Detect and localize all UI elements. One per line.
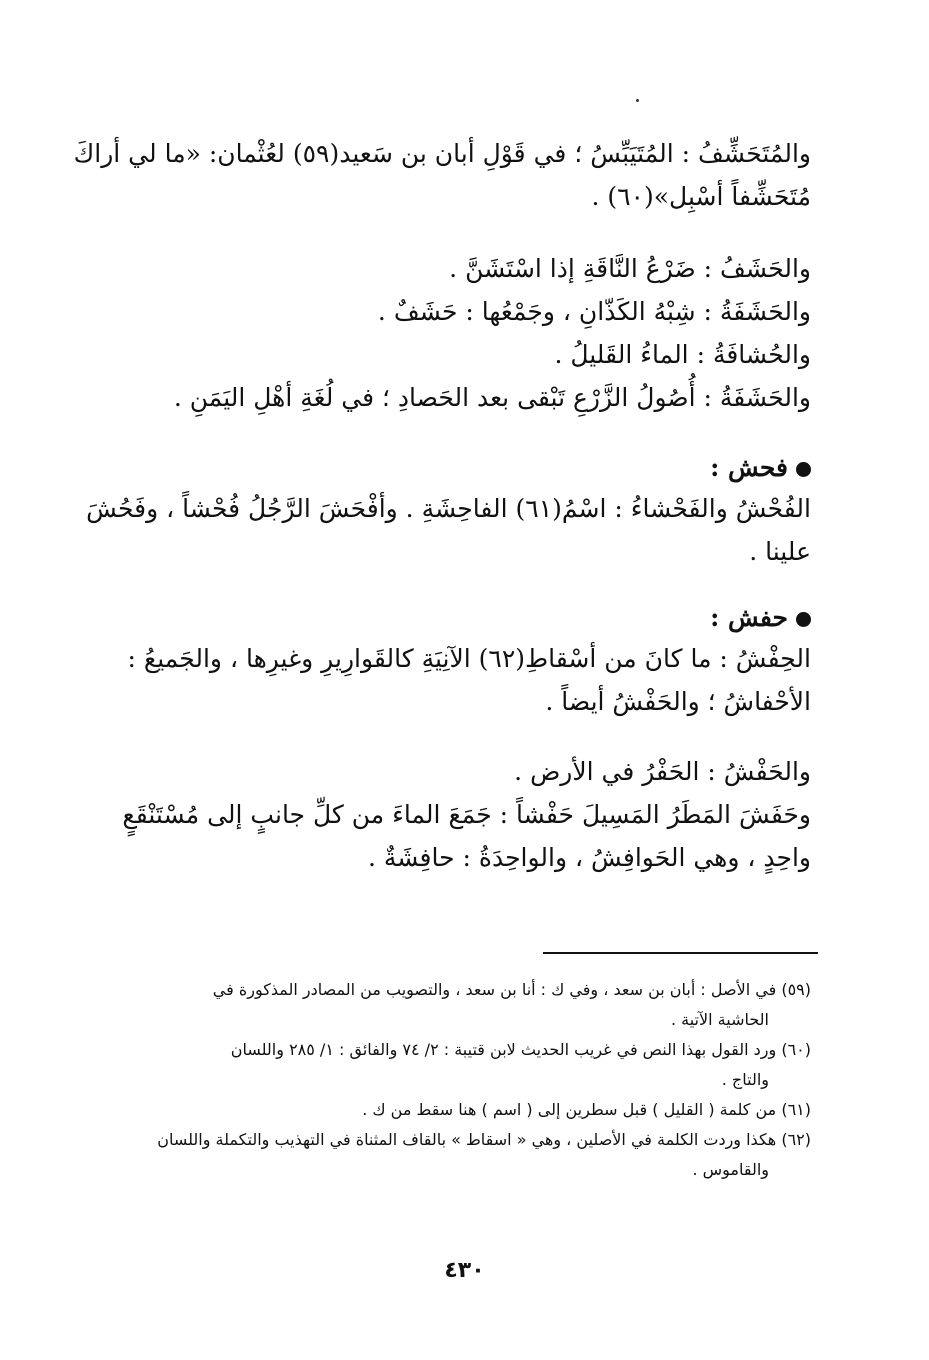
footnote-text: (٥٩) في الأصل : أبان بن سعد ، وفي ك : أنا بن سعد ، والتصويب من المصادر المذكورة في: [212, 980, 811, 999]
text-line: الحِفْشُ : ما كانَ من أسْقاطِ(٦٢) الآنِيَةِ كالقَوارِيرِ وغيرِها ، والجَميعُ :: [127, 644, 811, 673]
footnote-text: (٦٢) هكذا وردت الكلمة في الأصلين ، وهي « اسقاط » بالقاف المثناة في التهذيب والتكملة واللسان: [157, 1130, 811, 1149]
heading-text: فحش :: [710, 453, 788, 482]
speck-mark: [636, 99, 639, 102]
text-line: واحِدٍ ، وهي الحَوافِشُ ، والواحِدَةُ : حافِشَةٌ .: [367, 843, 811, 872]
text-line: علينا .: [749, 537, 811, 566]
footnote-text: والتاج .: [721, 1070, 769, 1089]
text-line: والحَفْشُ : الحَفْرُ في الأرض .: [514, 757, 811, 786]
text-line: والحَشَفَةُ : شِبْهُ الكَذّانِ ، وجَمْعُها : حَشَفٌ .: [377, 297, 811, 326]
footnote-text: (٦١) من كلمة ( القليل ) قبل سطرين إلى ( اسم ) هنا سقط من ك .: [362, 1100, 811, 1119]
footnote-60: [91, 1035, 811, 1095]
footnote-59: [91, 975, 811, 1035]
bullet-icon: [796, 462, 811, 477]
footnotes: [91, 975, 811, 1185]
footnote-text: الحاشية الآتية .: [670, 1010, 769, 1029]
section-body-fahsh: [86, 487, 811, 573]
entry-mutahashshif: [73, 132, 811, 218]
section-body-hafsh: [111, 637, 811, 723]
footnote-61: [91, 1095, 811, 1125]
page-number: ٤٣٠: [444, 1258, 485, 1283]
footnote-text: (٦٠) ورد القول بهذا النص في غريب الحديث لابن قتيبة : ٢/ ٧٤ والفائق : ١/ ٢٨٥ واللسان: [230, 1040, 811, 1059]
text-line: والمُتَحَشِّفُ : المُتَيَبِّسُ ؛ في قَوْلِ أبان بن سَعيد(٥٩) لعُثْمان: «ما لي أراكَ: [73, 139, 811, 168]
text-line: الأحْفاشُ ؛ والحَفْشُ أيضاً .: [545, 687, 811, 716]
text-line: الفُحْشُ والفَحْشاءُ : اسْمُ(٦١) الفاحِشَةِ . وأفْحَشَ الرَّجُلُ فُحْشاً ، وفَحُشَ: [86, 494, 811, 523]
text-line: وحَفَشَ المَطَرُ المَسِيلَ حَفْشاً : جَمَعَ الماءَ من كلِّ جانبٍ إلى مُسْتَنْقَعٍ: [122, 800, 811, 829]
bullet-icon: [796, 612, 811, 627]
text-line: والحَشَفَةُ : أُصُولُ الزَّرْعِ تَبْقى بعد الحَصادِ ؛ في لُغَةِ أهْلِ اليَمَنِ .: [173, 383, 811, 412]
heading-text: حفش :: [710, 603, 788, 632]
text-line: والحُشافَةُ : الماءُ القَليلُ .: [554, 340, 811, 369]
text-line: مُتَحَشِّفاً أسْبِل»(٦٠) .: [591, 182, 811, 211]
footnote-text: والقاموس .: [692, 1160, 769, 1179]
section-body-hafsh-2: [111, 750, 811, 879]
footnote-62: [91, 1125, 811, 1185]
footnote-divider: [543, 952, 818, 954]
section-heading-fahsh: [111, 448, 811, 488]
entries-hashf: [111, 247, 811, 419]
section-heading-hafsh: [111, 598, 811, 638]
text-line: والحَشَفُ : ضَرْعُ النَّاقَةِ إذا اسْتَشَنَّ .: [449, 254, 811, 283]
